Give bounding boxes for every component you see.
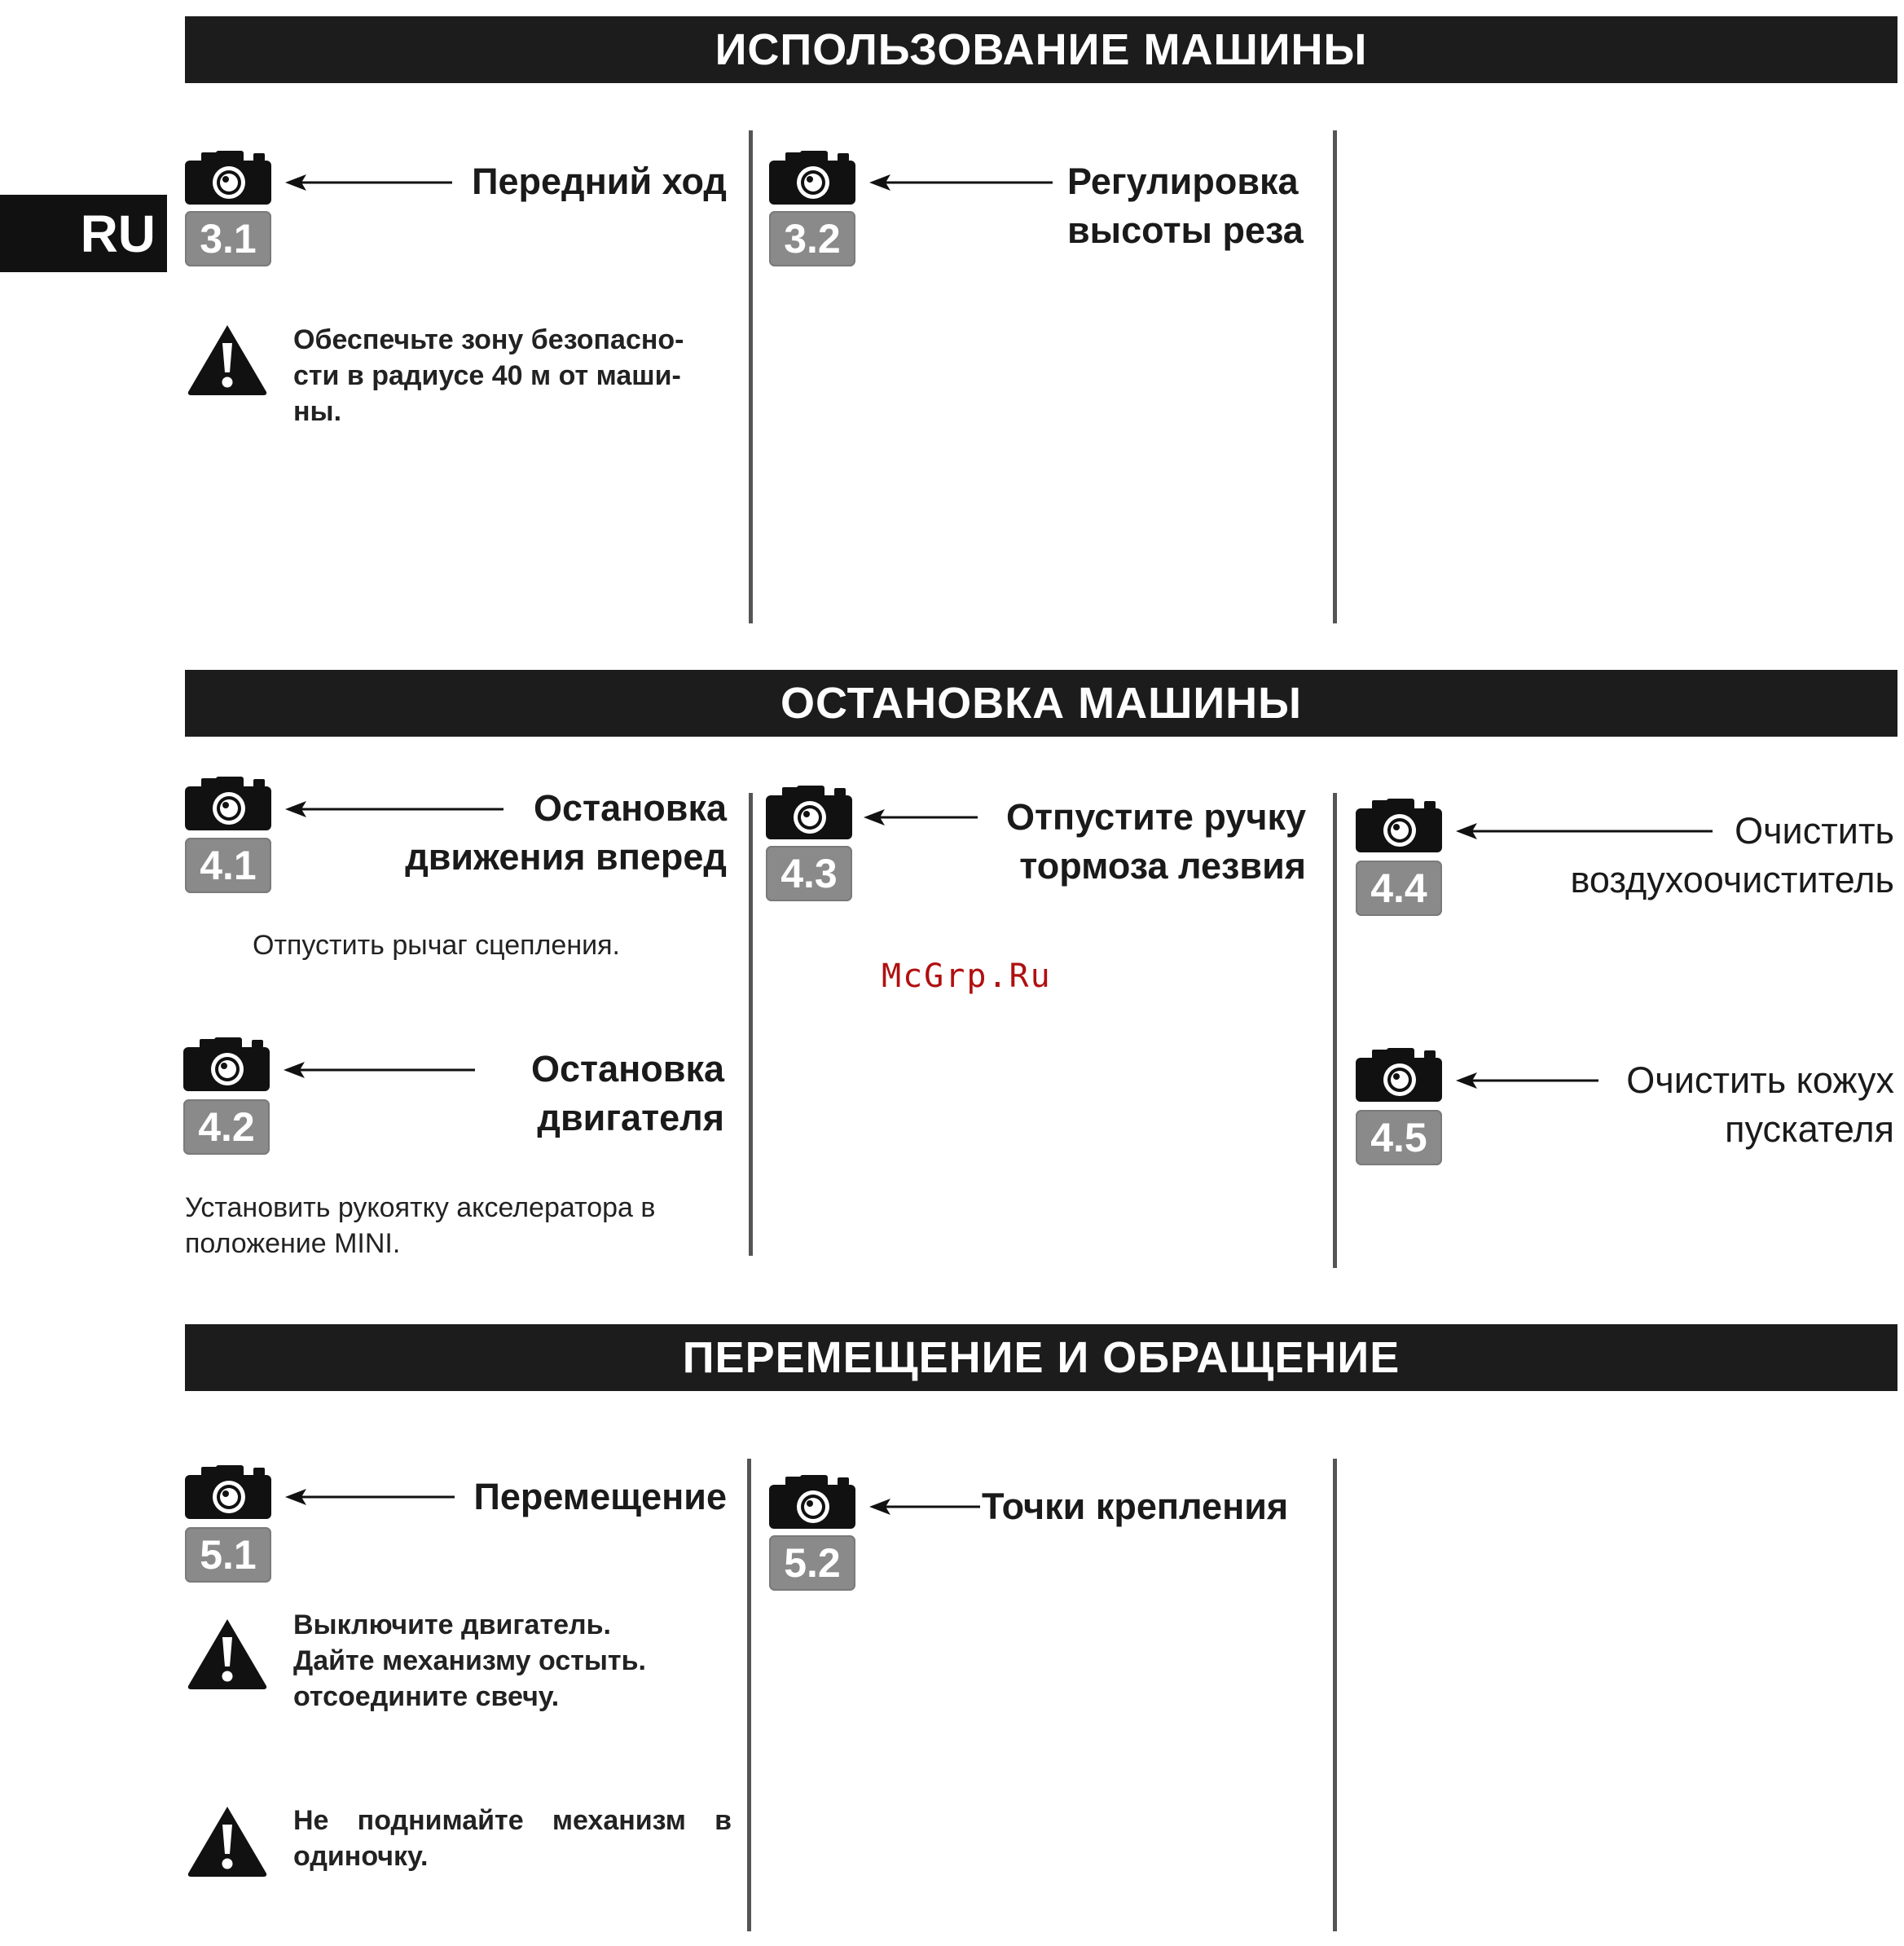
item-title: Отпустите ручку тормоза лезвия — [1005, 796, 1306, 887]
arrow-left-icon — [869, 1497, 980, 1517]
column-divider — [749, 130, 753, 623]
item-title: Перемещение — [473, 1476, 727, 1517]
camera-icon — [185, 777, 271, 830]
item-title: Остановка двигателя — [531, 1048, 724, 1138]
warning-icon — [185, 1803, 270, 1878]
watermark-text: McGrp.Ru — [882, 958, 1052, 995]
camera-icon — [769, 151, 855, 205]
arrow-left-icon — [1456, 1071, 1598, 1090]
section-banner-stop — [185, 670, 1897, 737]
section-title-use: ИСПОЛЬЗОВАНИЕ МАШИНЫ — [715, 25, 1368, 74]
warning-icon — [185, 322, 270, 397]
item-title: Передний ход — [472, 161, 727, 202]
column-divider — [1333, 1459, 1337, 1931]
section-title-move: ПЕРЕМЕЩЕНИЕ И ОБРАЩЕНИЕ — [682, 1333, 1401, 1382]
arrow-left-icon — [864, 808, 978, 827]
section-title-stop: ОСТАНОВКА МАШИНЫ — [780, 679, 1303, 728]
figure-number-badge: 4.5 — [1356, 1110, 1442, 1165]
item-title: Остановка движения вперед — [405, 787, 727, 878]
figure-number-badge: 4.1 — [185, 838, 271, 893]
item-note: Установить рукоятку акселератора в положение MINI. — [185, 1192, 656, 1259]
camera-icon — [185, 151, 271, 205]
column-divider — [747, 1459, 751, 1931]
arrow-left-icon — [285, 1487, 455, 1507]
figure-number-badge: 3.2 — [769, 211, 855, 266]
arrow-left-icon — [285, 173, 452, 192]
item-title: Очистить воздухоочиститель — [1570, 810, 1894, 900]
column-divider — [1333, 793, 1337, 1268]
camera-icon — [1356, 799, 1442, 852]
arrow-left-icon — [869, 173, 1053, 192]
warning-icon — [185, 1616, 270, 1691]
camera-icon — [183, 1037, 270, 1091]
figure-number-badge: 4.2 — [183, 1099, 270, 1155]
item-title: Регулировка высоты реза — [1067, 161, 1304, 251]
figure-number-badge: 3.1 — [185, 211, 271, 266]
figure-number-badge: 5.1 — [185, 1527, 271, 1583]
camera-icon — [766, 786, 852, 839]
figure-number-badge: 4.3 — [766, 846, 852, 901]
column-divider — [749, 793, 753, 1256]
warning-text: Не поднимайте механизм в одиночку. — [293, 1805, 732, 1872]
camera-icon — [185, 1465, 271, 1519]
warning-text: Обеспечьте зону безопасно- сти в радиусе 40 м от маши- ны. — [293, 324, 684, 427]
section-banner-move — [185, 1324, 1897, 1391]
item-title: Очистить кожух пускателя — [1626, 1059, 1894, 1150]
arrow-left-icon — [284, 1060, 475, 1080]
camera-icon — [1356, 1048, 1442, 1102]
language-tab — [0, 195, 167, 272]
item-title: Точки крепления — [982, 1486, 1289, 1527]
item-note: Отпустить рычаг сцепления. — [253, 930, 620, 961]
camera-icon — [769, 1475, 855, 1529]
section-banner-use — [185, 16, 1897, 83]
figure-number-badge: 4.4 — [1356, 861, 1442, 916]
figure-number-badge: 5.2 — [769, 1535, 855, 1591]
language-label: RU — [80, 204, 156, 263]
warning-text: Выключите двигатель. Дайте механизму остыть. отсоедините свечу. — [293, 1609, 646, 1712]
